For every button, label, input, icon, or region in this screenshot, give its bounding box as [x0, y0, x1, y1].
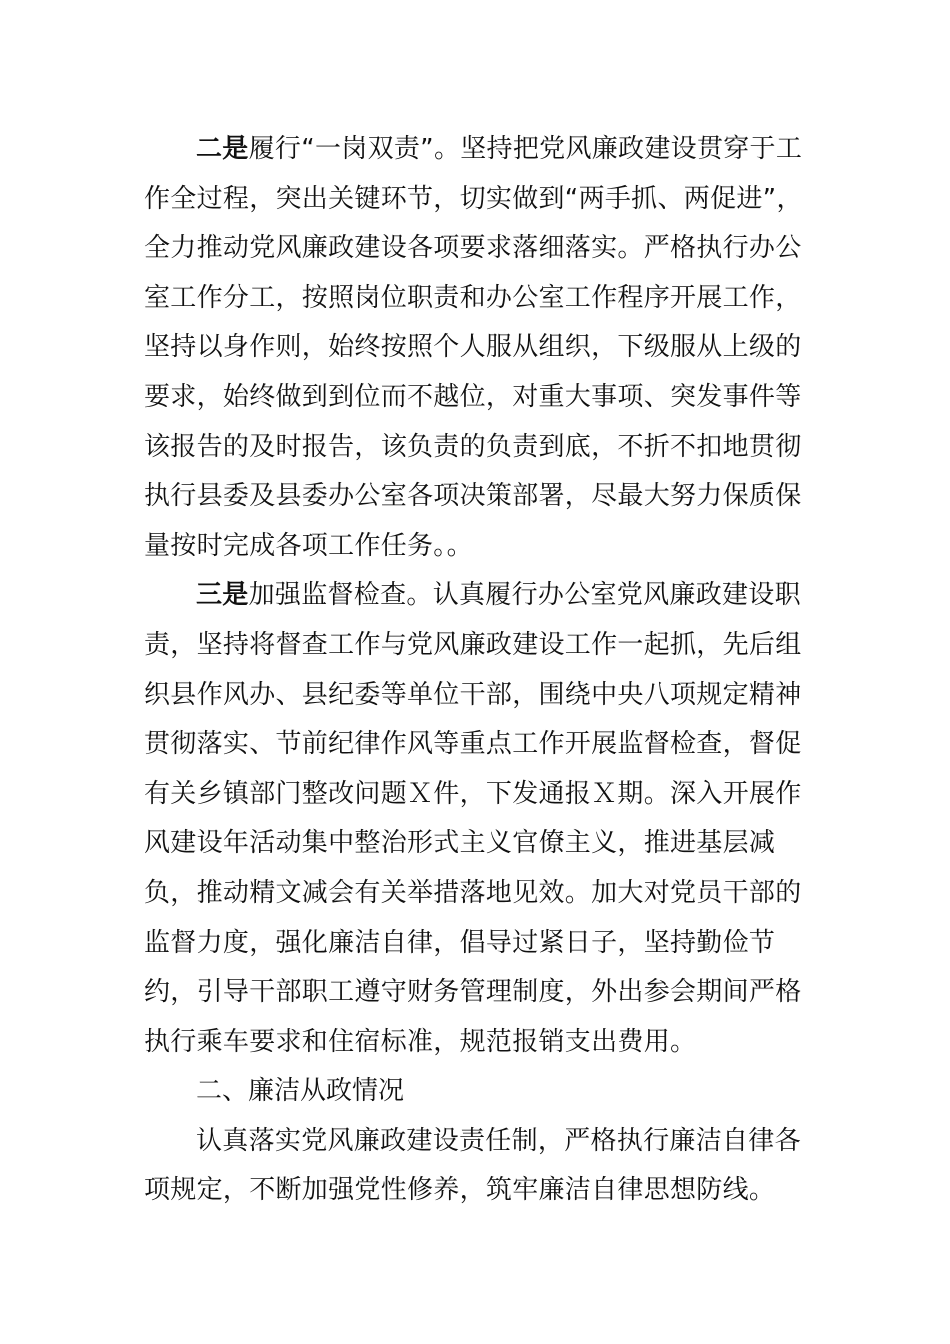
paragraph-three-text: 加强监督检查。认真履行办公室党风廉政建设职责，坚持将督查工作与党风廉政建设工作一起抓，先后组织县作风办、县纪委等单位干部，围绕中央八项规定精神贯彻落实、节前纪律作风等重点工作开展监督检查，督促有关乡镇部门整改问题Ｘ件，下发通报Ｘ期。深入开展作风建设年活动集中整治形式主义官僚主义，推进基层减负，推动精文减会有关举措落地见效。加大对党员干部的监督力度，强化廉洁自律，倡导过紧日子，坚持勤俭节约，引导干部职工遵守财务管理制度，外出参会期间严格执行乘车要求和住宿标准，规范报销支出费用。: [144, 580, 802, 1057]
paragraph-two-lead: 二是: [196, 134, 249, 164]
paragraph-three-lead: 三是: [196, 580, 249, 611]
paragraph-two-text: 履行“一岗双责”。坚持把党风廉政建设贯穿于工作全过程，突出关键环节，切实做到“两手抓、两促进”，全力推动党风廉政建设各项要求落细落实。严格执行办公室工作分工，按照岗位职责和办公室工作程序开展工作，坚持以身作则，始终按照个人服从组织，下级服从上级的要求，始终做到到位而不越位，对重大事项、突发事件等该报告的及时报告，该负责的负责到底，不折不扣地贯彻执行县委及县委办公室各项决策部署，尽最大努力保质保量按时完成各项工作任务。。: [144, 134, 803, 561]
paragraph-two: [144, 125, 806, 571]
paragraph-integrity: 认真落实党风廉政建设责任制，严格执行廉洁自律各项规定，不断加强党性修养，筑牢廉洁自律思想防线。: [144, 1125, 801, 1206]
paragraph-three: [144, 571, 806, 1067]
document-page: [144, 125, 806, 1216]
section-heading: 二、廉洁从政情况: [196, 1076, 405, 1107]
